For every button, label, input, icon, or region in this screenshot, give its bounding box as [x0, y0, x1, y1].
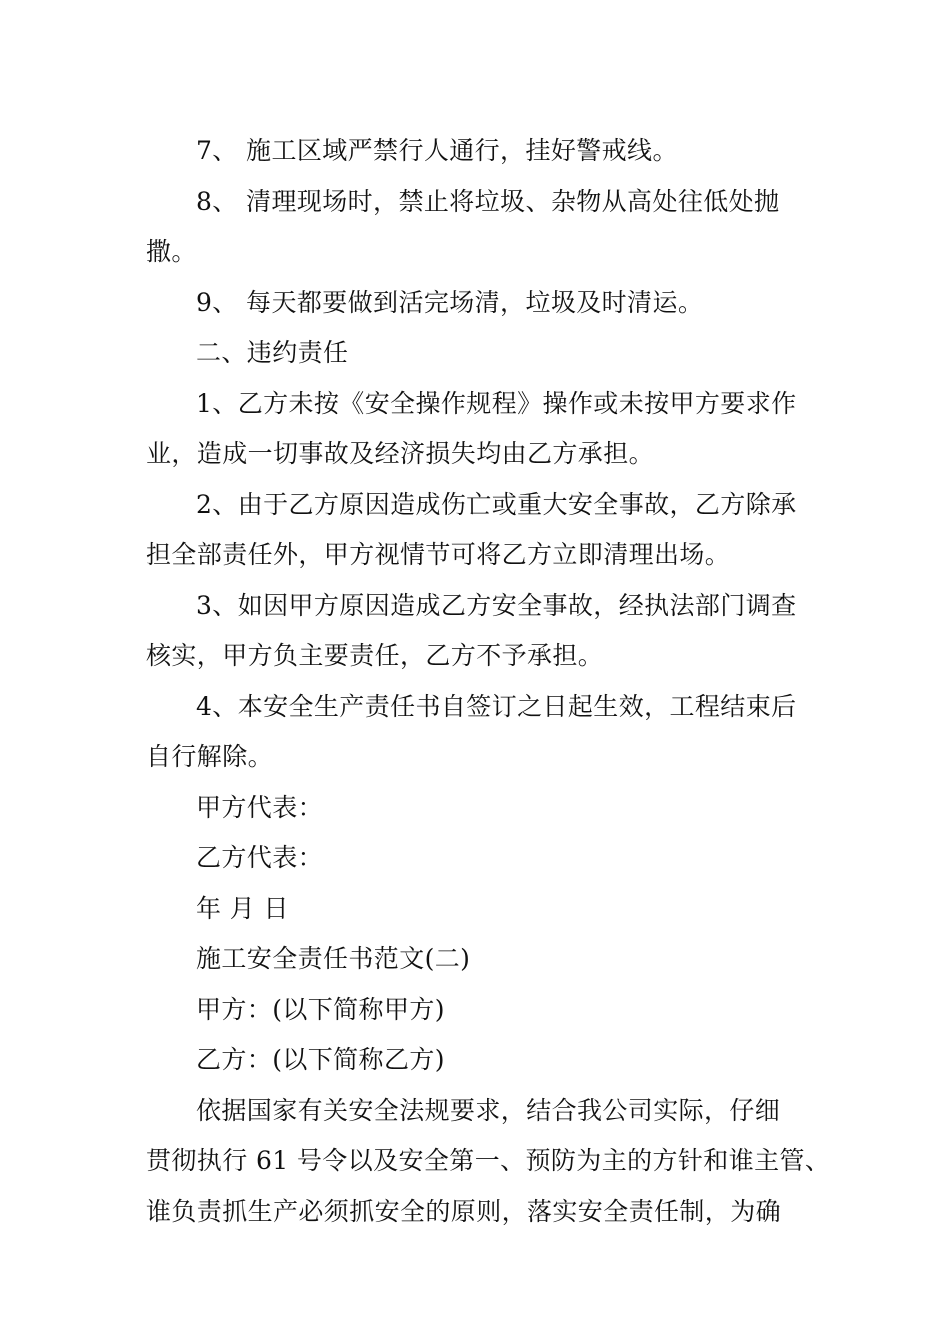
- text-line: 3、如因甲方原因造成乙方安全事故，经执法部门调查: [196, 590, 797, 620]
- document-subtitle: 施工安全责任书范文(二): [196, 944, 471, 973]
- text-line: 谁负责抓生产必须抓安全的原则，落实安全责任制，为确: [146, 1196, 782, 1226]
- text-line: 业，造成一切事故及经济损失均由乙方承担。: [146, 439, 655, 468]
- party-a-line: 甲方：(以下简称甲方): [196, 994, 445, 1024]
- text-line: 核实，甲方负主要责任，乙方不予承担。: [146, 641, 604, 670]
- section-heading: 二、违约责任: [196, 338, 349, 367]
- document-body: [146, 126, 831, 1237]
- text-line: 担全部责任外，甲方视情节可将乙方立即清理出场。: [146, 540, 731, 569]
- text-line: 4、本安全生产责任书自签订之日起生效，工程结束后: [196, 691, 797, 721]
- text-line: 9、 每天都要做到活完场清，垃圾及时清运。: [196, 287, 704, 317]
- text-line: 7、 施工区域严禁行人通行，挂好警戒线。: [196, 136, 678, 165]
- party-b-representative: 乙方代表：: [196, 843, 324, 872]
- text-line: 撒。: [146, 237, 197, 266]
- date-line: 年 月 日: [196, 893, 289, 923]
- text-line: 1、乙方未按《安全操作规程》操作或未按甲方要求作: [196, 388, 797, 418]
- text-line: 依据国家有关安全法规要求，结合我公司实际，仔细: [196, 1095, 781, 1125]
- party-a-representative: 甲方代表：: [196, 792, 324, 822]
- party-b-line: 乙方：(以下简称乙方): [196, 1045, 445, 1074]
- text-line: 2、由于乙方原因造成伤亡或重大安全事故，乙方除承: [196, 489, 797, 519]
- text-line: 自行解除。: [146, 742, 274, 771]
- text-line: 贯彻执行 61 号令以及安全第一、预防为主的方针和谁主管、: [146, 1146, 831, 1175]
- text-line: 8、 清理现场时，禁止将垃圾、杂物从高处往低处抛: [196, 186, 780, 216]
